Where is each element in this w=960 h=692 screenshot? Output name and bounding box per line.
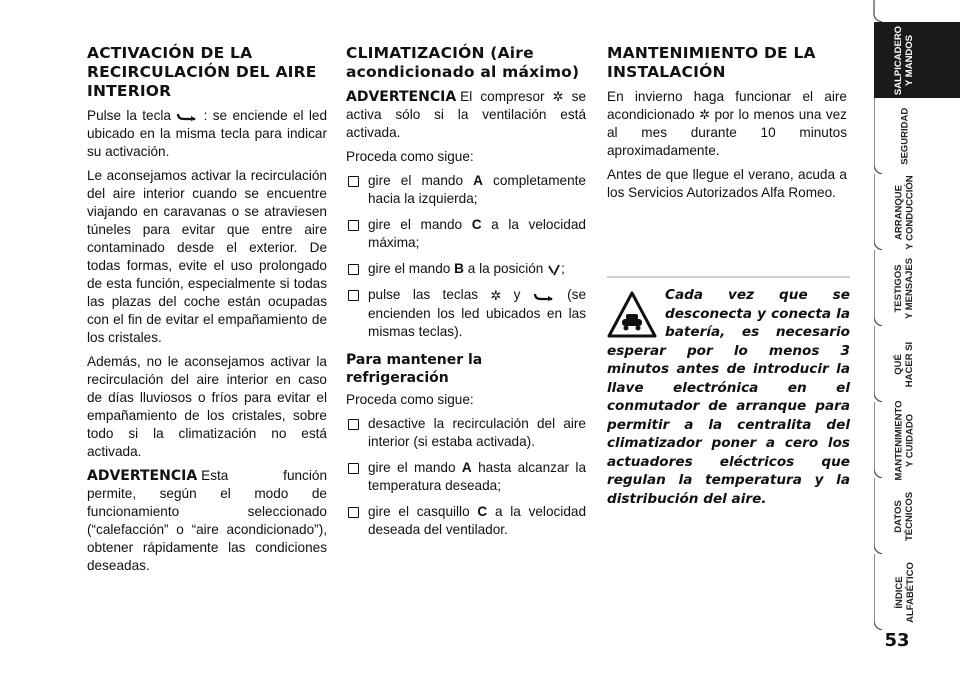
procedure-intro: Proceda como sigue: bbox=[346, 149, 474, 165]
procedure-intro-2: Proceda como sigue: bbox=[346, 391, 474, 407]
steps-list-max-ac bbox=[346, 172, 586, 340]
paragraph-summer: Antes de que llegue el verano, acuda a los Servicios Autorizados Alfa Romeo. bbox=[607, 167, 847, 201]
advertencia-label: ADVERTENCIA bbox=[87, 468, 198, 484]
list-item: desactive la recirculación del aire interior (si estaba activada). bbox=[346, 415, 586, 451]
tab-mantenimiento[interactable] bbox=[874, 399, 960, 481]
snowflake-icon: ✲ bbox=[699, 107, 711, 123]
battery-warning-box bbox=[607, 276, 850, 508]
column-climatization bbox=[346, 44, 586, 547]
section-title-recirculation: ACTIVACIÓN DE LA RECIRCULACIÓN DEL AIRE INTERIOR bbox=[87, 44, 317, 100]
tab-label: DATOS TÉCNICOS bbox=[893, 491, 915, 541]
paragraph-recirc-key: Pulse la tecla : se enciende el led ubicado en la misma tecla para indicar su activación. bbox=[87, 108, 328, 159]
vent-position-icon bbox=[547, 264, 561, 276]
advertencia-label: ADVERTENCIA bbox=[346, 89, 457, 105]
list-item: pulse las teclas ✲ y (se encienden los led ubicados en las mismas teclas). bbox=[346, 286, 586, 340]
tab-arranque[interactable] bbox=[874, 174, 960, 250]
tab-salpicadero[interactable] bbox=[874, 22, 960, 98]
paragraph-compressor-warning: ADVERTENCIA El compresor ✲ se activa sólo si la ventilación está activada. bbox=[346, 89, 586, 141]
list-item: gire el casquillo C a la velocidad deseada del ventilador. bbox=[346, 503, 586, 539]
page-number: 53 bbox=[884, 630, 910, 651]
paragraph-winter: En invierno haga funcionar el aire acondicionado ✲ por lo menos una vez al mes durante 10 minutos aproximadamente. bbox=[607, 89, 847, 159]
column-maintenance bbox=[607, 44, 847, 208]
tab-testigos[interactable] bbox=[874, 250, 960, 326]
section-title-maintenance: MANTENIMIENTO DE LA INSTALACIÓN bbox=[607, 44, 816, 81]
divider bbox=[607, 276, 850, 278]
section-title-climatization: CLIMATIZACIÓN (Aire acondicionado al máximo) bbox=[346, 44, 580, 81]
list-item: gire el mando C a la velocidad máxima; bbox=[346, 216, 586, 252]
steps-list-refrigeration bbox=[346, 415, 586, 539]
tab-label: ÍNDICE ALFABÉTICO bbox=[893, 561, 916, 623]
list-item: gire el mando A completamente hacia la izquierda; bbox=[346, 172, 586, 208]
subtitle-refrigeration: Para mantener la refrigeración bbox=[346, 351, 483, 386]
paragraph-recirc-rainy: Además, no le aconsejamos activar la recirculación del aire interior en caso de días lluviosos o fríos para evitar el empañamiento de los cristales, sobre todo si la climatización no está activada. bbox=[87, 354, 327, 459]
tab-seguridad[interactable] bbox=[874, 98, 960, 174]
paragraph-recirc-advice: Le aconsejamos activar la recirculación del aire interior cuando se encuentre viajando en caravanas o se atraviesen túneles para evitar que entre aire contaminado desde el exterior. De todas formas, evite el uso prolongado de esta función, especialmente si todas las plazas del coche están ocupadas con el fin de evitar el empañamiento de los cristales. bbox=[87, 168, 327, 345]
recirculation-icon bbox=[176, 111, 198, 121]
paragraph-recirc-warning: ADVERTENCIA Esta función permite, según el modo de funcionamiento seleccionado (“calefacción” o “aire acondicionado”), obtener rápidamente las condiciones deseadas. bbox=[87, 468, 327, 573]
tab-label: SEGURIDAD bbox=[898, 107, 910, 165]
snowflake-icon: ✲ bbox=[490, 287, 502, 303]
warning-triangle-icon bbox=[607, 290, 657, 340]
tab-label: TESTIGOS Y MENSAJES bbox=[893, 257, 916, 319]
tab-qué[interactable] bbox=[874, 326, 960, 402]
battery-warning-text: Cada vez que se desconecta y conecta la batería, es necesario esperar por lo menos 3 minutos antes de introducir la llave electrónica en el conmutador de arranque para permitir a la centralita del climatizador poner a cero los actuadores eléctricos que regulan la temperatura y la distribución del aire. bbox=[607, 287, 850, 507]
list-item: gire el mando B a la posición ; bbox=[346, 260, 586, 278]
tab-datos[interactable] bbox=[874, 478, 960, 554]
recirculation-icon bbox=[533, 291, 555, 301]
column-recirculation bbox=[87, 44, 327, 581]
tab-label: ARRANQUE Y CONDUCCIÓN bbox=[893, 174, 915, 250]
tab-label: QUÉ HACER SI bbox=[893, 341, 915, 387]
snowflake-icon: ✲ bbox=[552, 89, 564, 105]
tab-índice[interactable] bbox=[874, 554, 960, 630]
tab-label: MANTENIMIENTO Y CUIDADO bbox=[893, 399, 916, 481]
tab-label: SALPICADERO Y MANDOS bbox=[893, 25, 915, 95]
list-item: gire el mando A hasta alcanzar la temperatura deseada; bbox=[346, 459, 586, 495]
